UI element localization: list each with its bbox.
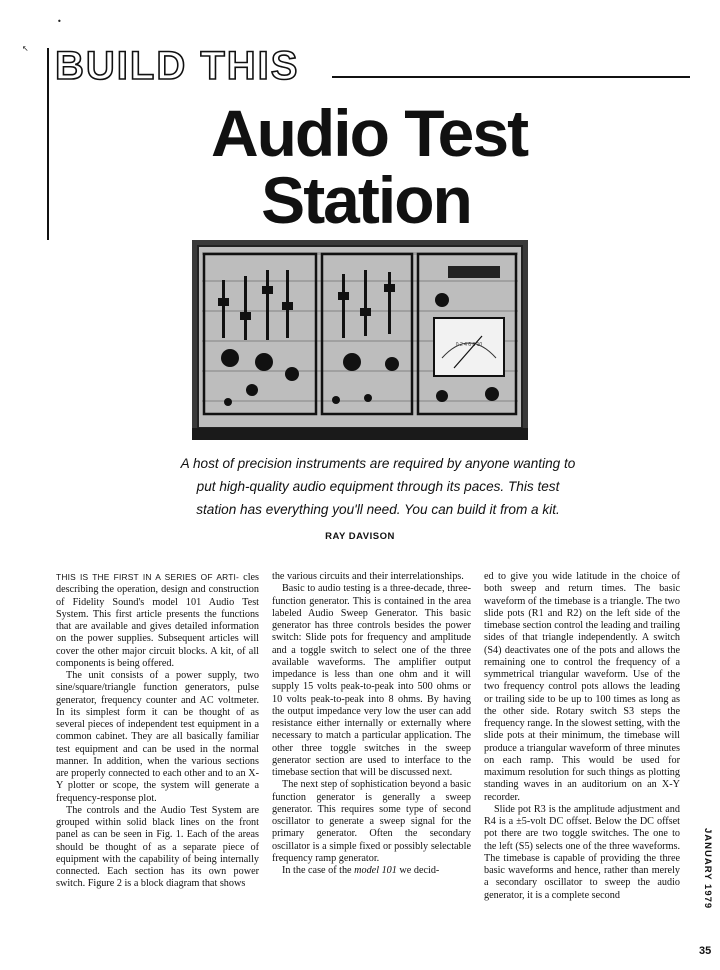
lead-in: THIS IS THE FIRST IN A SERIES OF ARTI- [56, 572, 240, 582]
body-column-3 [484, 571, 680, 902]
article-deck [138, 452, 618, 521]
article-title-line2: Station [261, 163, 471, 237]
page-number: 35 [699, 945, 712, 957]
test-station-photo [192, 240, 528, 440]
paragraph: ed to give you wide latitude in the choice of both sweep and return times. The basic waveform of the timebase is a triangle. The two slide pots (R1 and R2) on the left side of the timebase section control the leading and trailing sides of that triangle independently. A switch (S4) deactivates one of the pots and allows the remaining one to control the frequency of a symmetrical triangular waveform. Use of the two frequency control pots allows the leading or trailing side to be up to 100 times as long as the other side. Rotary switch S3 steps the frequency range. In the slowest setting, with the slide pots at their minimum, the timebase will produce a triangular waveform of three minutes on each ramp. This would be used for maximum resolution for such things as plotting standing waves in an auditorium on an X-Y recorder. [484, 571, 680, 803]
meter-scale: 0 2 4 6 8 10 [455, 342, 483, 348]
paragraph-text: we decid- [396, 865, 440, 876]
paragraph [56, 571, 259, 670]
header-horizontal-rule [332, 76, 690, 78]
author-byline: RAY DAVISON [325, 531, 395, 542]
deck-line: station has everything you'll need. You can build it from a kit. [196, 502, 560, 517]
deck-line: A host of precision instruments are required by anyone wanting to [180, 456, 576, 471]
registration-mark: • [57, 17, 62, 26]
paragraph: The next step of sophistication beyond a basic function generator is generally a sweep generator. This requires some type of second oscillator to generate a sweep signal for the primary generator. Often the secondary oscillator is a simple fixed or possibly selectable frequency ramp generator. [272, 779, 471, 864]
paragraph-text: cles describing the operation, design and construction of Fidelity Sound's model 101 Audio Test System. This first article presents the functions that are available and gives detailed information on the power supplies. Subsequent articles will cover the other major circuit blocks. A kit, of all components is being offered. [56, 572, 260, 669]
paragraph: The controls and the Audio Test System are grouped within solid black lines on the front panel as can be seen in Fig. 1. Each of the areas should be thought of as a separate piece of equipment with the capability of being internally connected. Each section has its own power switch. Figure 2 is a block diagram that shows [56, 804, 259, 890]
section-kicker: BUILD THIS [55, 44, 300, 88]
registration-mark: ↖ [22, 44, 29, 53]
body-column-1 [56, 571, 259, 891]
article-title-line1: Audio Test [210, 96, 528, 170]
model-name: model 101 [354, 865, 397, 876]
paragraph: The unit consists of a power supply, two sine/square/triangle function generators, pulse generator, frequency counter and AC voltmeter. In its simplest form it can be thought of as several pieces of independent test equipment in a common cabinet. They are all basically familiar test equipment and can be used in the normal manner. In addition, when the various sections are properly connected to each other and to an X-Y plotter or scope, the system will generate a frequency-response plot. [56, 670, 259, 804]
paragraph [272, 865, 471, 877]
issue-date: JANUARY 1979 [702, 828, 713, 910]
paragraph-text: In the case of the [282, 865, 355, 876]
paragraph: the various circuits and their interrelationships. [272, 571, 464, 582]
deck-line: put high-quality audio equipment through its paces. This test [196, 479, 560, 494]
paragraph: Slide pot R3 is the amplitude adjustment and R4 is a ±5-volt DC offset. Below the DC offset pot there are two toggle switches. The one to the left (S5) selects one of the three waveforms. The timebase is capable of providing the three basic waveforms and hence, rather than merely a secondary oscillator to sweep the audio generator, it is a complete second [484, 803, 680, 901]
body-column-2 [272, 571, 471, 877]
paragraph: Basic to audio testing is a three-decade, three-function generator. This is contained in the area labeled Audio Sweep Generator. This basic generator has three controls besides the power switch: Slide pots for frequency and amplitude and a toggle switch to select one of the three available waveforms. The amplifier output impedance is less than one ohm and it will supply 15 volts peak-to-peak into 500 ohms or 10 volts peak-to-peak into 8 ohms. By having the output impedance very low the user can add resistance either internally or externally where necessary to match a particular application. The other three toggle switches in the sweep generator section are used to interface to the timebase section that will be discussed next. [272, 583, 471, 778]
